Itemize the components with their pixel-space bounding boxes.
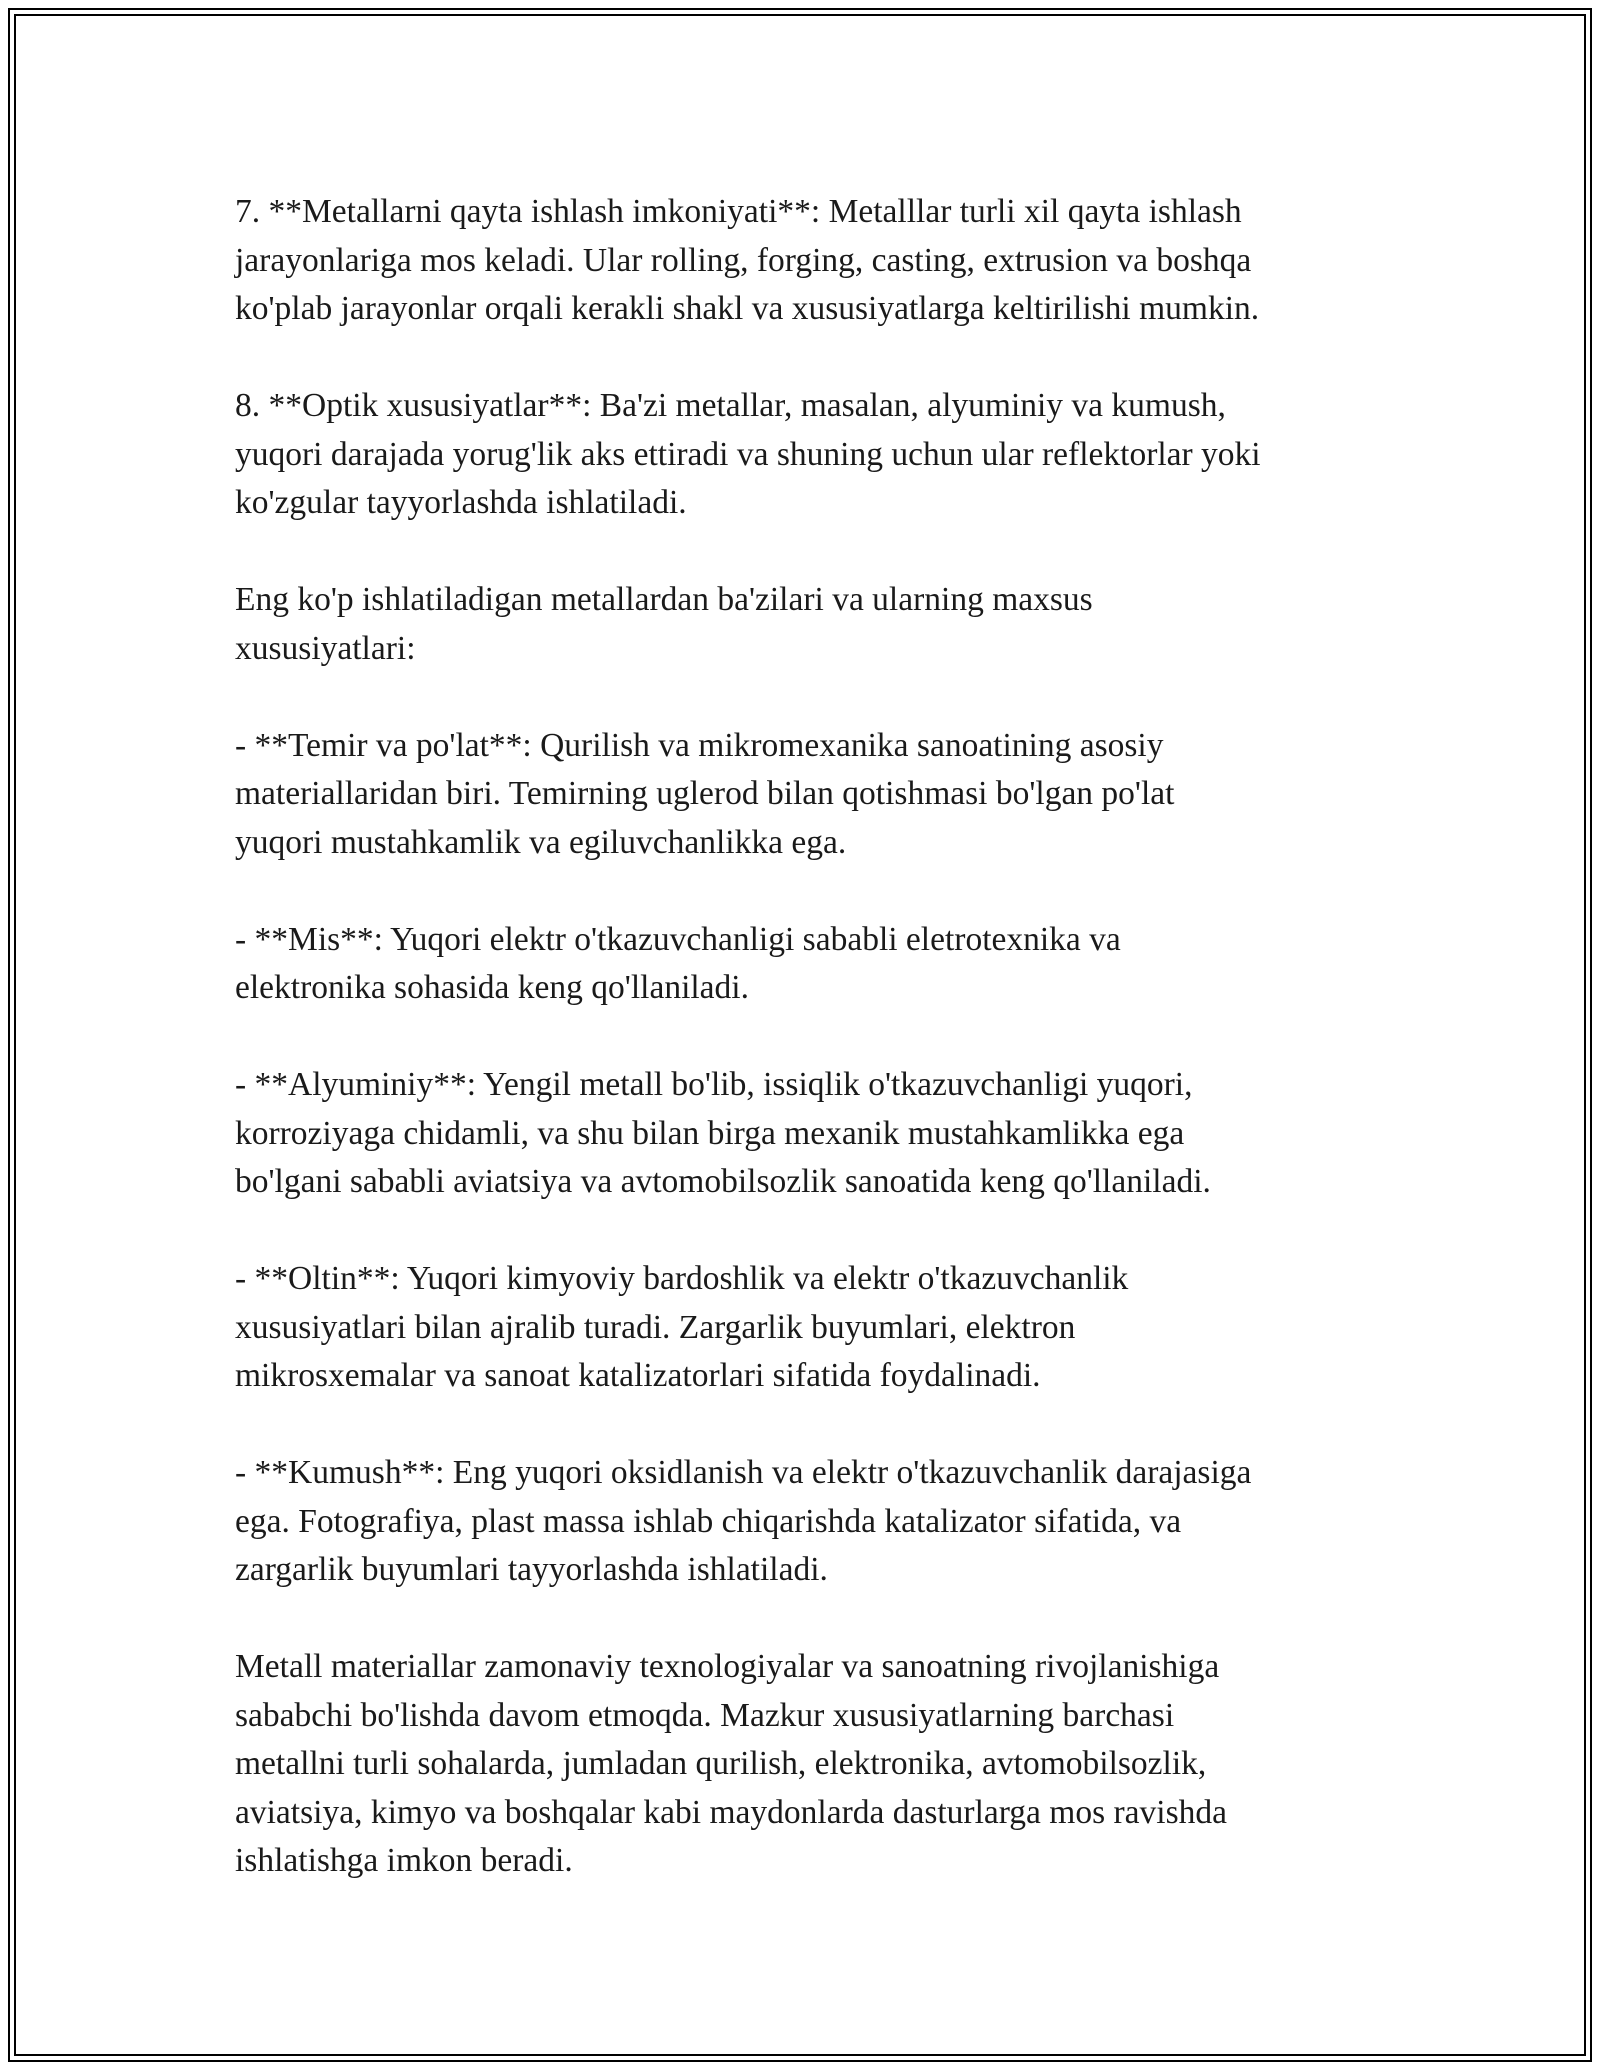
paragraph-copper: - **Mis**: Yuqori elektr o'tkazuvchanligi sababli eletrotexnika va elektronika sohasida keng qo'llaniladi. [235,920,1121,1006]
paragraph-conclusion: Metall materiallar zamonaviy texnologiyalar va sanoatning rivojlanishiga sababchi bo'lishda davom etmoqda. Mazkur xususiyatlarning barchasi metallni turli sohalarda, jumladan qurilish, elektronika, avtomobilsozlik, aviatsiya, kimyo va boshqalar kabi maydonlarda dasturlarga mos ravishda ishlatishga imkon beradi. [235,1648,1228,1879]
paragraph-silver: - **Kumush**: Eng yuqori oksidlanish va elektr o'tkazuvchanlik darajasiga ega. Fotografiya, plast massa ishlab chiqarishda katalizator sifatida, va zargarlik buyumlari tayyorlashda ishlatiladi. [235,1454,1252,1588]
paragraph-optical-properties: 8. **Optik xususiyatlar**: Ba'zi metallar, masalan, alyuminiy va kumush, yuqori darajada yorug'lik aks ettiradi va shuning uchun ular reflektorlar yoki ko'zgular tayyorlashda ishlatiladi. [235,387,1261,521]
document-body [235,188,1385,1886]
paragraph-gold: - **Oltin**: Yuqori kimyoviy bardoshlik va elektr o'tkazuvchanlik xususiyatlari bilan ajralib turadi. Zargarlik buyumlari, elektron mikrosxemalar va sanoat katalizatorlari sifatida foydalinadi. [235,1260,1129,1394]
paragraph-common-metals-intro: Eng ko'p ishlatiladigan metallardan ba'zilari va ularning maxsus xususiyatlari: [235,581,1093,667]
paragraph-processing-ability: 7. **Metallarni qayta ishlash imkoniyati**: Metalllar turli xil qayta ishlash jarayonlariga mos keladi. Ular rolling, forging, casting, extrusion va boshqa ko'plab jarayonlar orqali kerakli shakl va xususiyatlarga keltirilishi mumkin. [235,193,1260,327]
paragraph-aluminium: - **Alyuminiy**: Yengil metall bo'lib, issiqlik o'tkazuvchanligi yuqori, korroziyaga chidamli, va shu bilan birga mexanik mustahkamlikka ega bo'lgani sababli aviatsiya va avtomobilsozlik sanoatida keng qo'llaniladi. [235,1066,1211,1200]
paragraph-iron-steel: - **Temir va po'lat**: Qurilish va mikromexanika sanoatining asosiy materiallaridan biri. Temirning uglerod bilan qotishmasi bo'lgan po'lat yuqori mustahkamlik va egiluvchanlikka ega. [235,726,1175,861]
